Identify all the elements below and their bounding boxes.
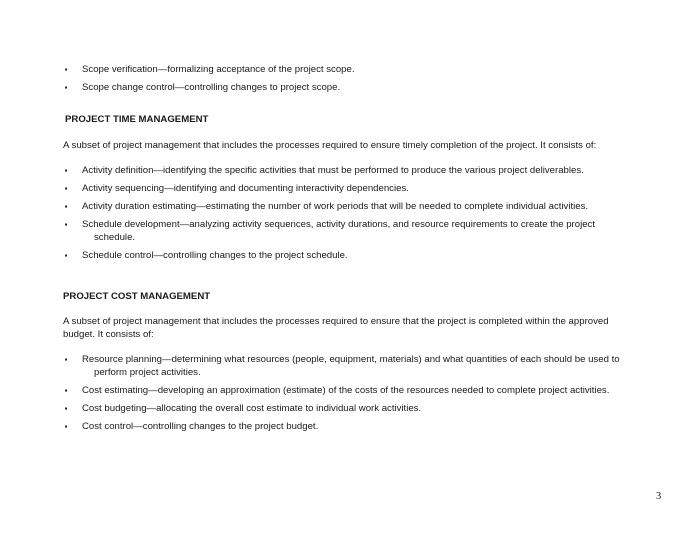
bullet-icon: ▪ xyxy=(64,166,68,175)
bullet-icon: ▪ xyxy=(64,355,68,364)
list-item xyxy=(63,63,643,76)
intro-line: A subset of project management that includes the processes required to ensure that the project is completed within the approved xyxy=(63,316,609,327)
list-item xyxy=(63,164,643,177)
list-item-text: Schedule control—controlling changes to the project schedule. xyxy=(82,250,348,261)
bullet-icon: ▪ xyxy=(64,386,68,395)
bullet-icon: ▪ xyxy=(64,202,68,211)
list-item-text: Scope change control—controlling changes to project scope. xyxy=(82,82,341,93)
list-item-text: Cost control—controlling changes to the project budget. xyxy=(82,421,319,432)
list-item-text: Schedule development—analyzing activity sequences, activity durations, and resource requirements to create the project xyxy=(82,219,596,230)
page-number: 3 xyxy=(656,491,662,502)
time-bullet-list xyxy=(63,164,643,267)
list-item xyxy=(63,353,643,379)
list-item-text: Resource planning—determining what resources (people, equipment, materials) and what quantities of each should be used to xyxy=(82,354,620,365)
bullet-icon: ▪ xyxy=(64,404,68,413)
list-item xyxy=(63,420,643,433)
list-item xyxy=(63,81,643,94)
bullet-icon: ▪ xyxy=(64,83,68,92)
scope-bullet-list xyxy=(63,63,643,99)
section-intro-cost xyxy=(63,315,643,341)
intro-line: budget. It consists of: xyxy=(63,329,154,340)
list-item xyxy=(63,200,643,213)
list-item-continuation: schedule. xyxy=(94,232,136,243)
section-heading-time: PROJECT TIME MANAGEMENT xyxy=(65,114,209,125)
bullet-icon: ▪ xyxy=(64,184,68,193)
list-item xyxy=(63,218,643,244)
bullet-icon: ▪ xyxy=(64,65,68,74)
list-item-text: Activity sequencing—identifying and documenting interactivity dependencies. xyxy=(82,183,409,194)
section-intro-time: A subset of project management that includes the processes required to ensure timely completion of the project. It consists of: xyxy=(63,140,597,151)
list-item xyxy=(63,249,643,262)
section-heading-cost: PROJECT COST MANAGEMENT xyxy=(63,291,211,302)
list-item xyxy=(63,384,643,397)
bullet-icon: ▪ xyxy=(64,422,68,431)
cost-bullet-list xyxy=(63,353,643,438)
list-item-text: Activity duration estimating—estimating the number of work periods that will be needed to complete individual activities. xyxy=(82,201,589,212)
list-item-continuation: perform project activities. xyxy=(94,367,201,378)
list-item xyxy=(63,402,643,415)
list-item xyxy=(63,182,643,195)
bullet-icon: ▪ xyxy=(64,251,68,260)
list-item-text: Scope verification—formalizing acceptance of the project scope. xyxy=(82,64,355,75)
list-item-text: Cost estimating—developing an approximation (estimate) of the costs of the resources needed to complete project activities. xyxy=(82,385,610,396)
bullet-icon: ▪ xyxy=(64,220,68,229)
list-item-text: Activity definition—identifying the specific activities that must be performed to produce the various project deliverables. xyxy=(82,165,584,176)
list-item-text: Cost budgeting—allocating the overall cost estimate to individual work activities. xyxy=(82,403,422,414)
